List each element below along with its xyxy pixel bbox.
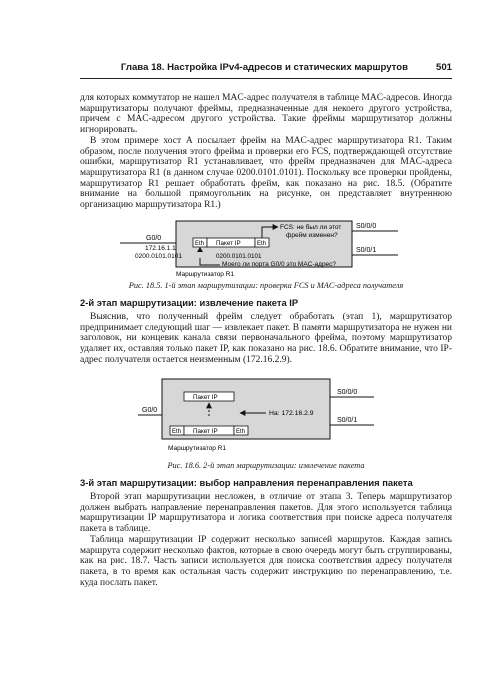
section-3-text <box>80 492 452 588</box>
frame <box>170 426 248 435</box>
section-3-paragraph-1: Второй этап маршрутизации несложен, в отличие от этапа 3. Теперь маршрутизатор должен выбрать направление перенаправления пакетов. Для этого используется таблица маршрутизации IP маршрутизатора и логика соответствия при поиске адреса получателя пакета в таблице. <box>80 492 452 535</box>
router-label: Маршрутизатор R1 <box>176 271 235 278</box>
section-2-heading: 2-й этап маршрутизации: извлечение пакета IP <box>80 297 299 308</box>
frame <box>193 238 269 247</box>
intro-paragraph-2: В этом примере хост А посылает фрейм на MAC-адрес маршрутизатора R1. Таким образом, после получения этого фрейма и проверки его FCS, подтверждающей отсутствие ошибки, маршрутизатор R1 устанавливает, что фрейм предназначен для MAC-адреса маршрутизатора R1 (в данном случае 0200.0101.0101). Поскольку все проверки пройдены, маршрутизатор R1 решает обработать фрейм, как показано на рис. 18.5. (Обратите внимание на большой прямоугольник на рисунке, он представляет внутреннюю организацию маршрутизатора R1.) <box>80 135 452 211</box>
svg-text:Пакет IP: Пакет IP <box>216 240 241 247</box>
mac-question: Моего ли порта G0/0 это MAC-адрес? <box>222 261 337 268</box>
iface-g00: G0/0 <box>142 407 158 414</box>
mac-inner: 0200.0101.0101 <box>216 253 262 260</box>
iface-s000: S0/0/0 <box>337 389 358 396</box>
svg-text:Eth: Eth <box>257 241 267 247</box>
figure-18-5 <box>80 218 452 278</box>
svg-text:Пакет IP: Пакет IP <box>193 428 218 435</box>
dest-label: На: 172.16.2.9 <box>269 410 314 417</box>
router-label: Маршрутизатор R1 <box>168 445 227 452</box>
router-ip: 172.16.1.1 <box>145 245 176 252</box>
header-rule <box>80 78 452 79</box>
caption-18-6: Рис. 18.6. 2-й этап маршрутизации: извлечение пакета <box>167 461 365 470</box>
svg-text:Eth: Eth <box>195 241 205 247</box>
iface-g00: G0/0 <box>146 235 162 242</box>
section-2-paragraph: Выяснив, что полученный фрейм следует обработать (этап 1), маршрутизатор предпринимает следующий шаг — извлекает пакет. В памяти маршрутизатора не нужен ни заголовок, ни концевик канала связи первоначального фрейма, поэтому маршрутизатор удаляет их, оставляя только пакет IP, как показано на рис. 18.6. Обратите внимание, что IP-адрес получателя остается неизменным (172.16.2.9). <box>80 312 452 365</box>
fcs-question-1: FCS: не был ли этот <box>280 224 342 231</box>
iface-s000: S0/0/0 <box>356 223 377 230</box>
intro-paragraph-1: для которых коммутатор не нашел MAC-адрес получателя в таблице MAC-адресов. Иногда маршрутизаторы получают фреймы, предназначенные для некоего другого устройства, причем с MAC-адресом другого устройства. Такие фреймы маршрутизатор должны игнорировать. <box>80 93 452 136</box>
iface-s001: S0/0/1 <box>356 247 377 254</box>
section-3-heading: 3-й этап маршрутизации: выбор направления перенаправления пакета <box>80 477 413 488</box>
intro-text <box>80 93 452 211</box>
chapter-title: Глава 18. Настройка IPv4-адресов и статических маршрутов <box>120 62 408 73</box>
running-header <box>80 62 452 76</box>
fcs-question-2: фрейм изменен? <box>286 232 338 239</box>
svg-text:Eth: Eth <box>172 429 182 435</box>
svg-text:Eth: Eth <box>236 429 246 435</box>
page-number: 501 <box>435 62 452 73</box>
section-2-text <box>80 312 452 366</box>
iface-s001: S0/0/1 <box>337 417 358 424</box>
caption-18-5: Рис. 18.5. 1-й этап маршрутизации: проверка FCS и MAC-адреса получателя <box>128 281 404 290</box>
router-mac: 0200.0101.0101 <box>135 253 182 260</box>
svg-text:Пакет IP: Пакет IP <box>193 394 218 401</box>
section-3-paragraph-2: Таблица маршрутизации IP содержит несколько записей маршрутов. Каждая запись маршрута содержит несколько фактов, которые в свою очередь могут быть сгруппированы, как на рис. 18.7. Часть записи используется для поиска соответствия адресу получателя пакета, в то время как остальная часть содержит инструкцию по перенаправлению, т.е. куда послать пакет. <box>80 534 452 588</box>
figure-18-6 <box>80 375 452 458</box>
